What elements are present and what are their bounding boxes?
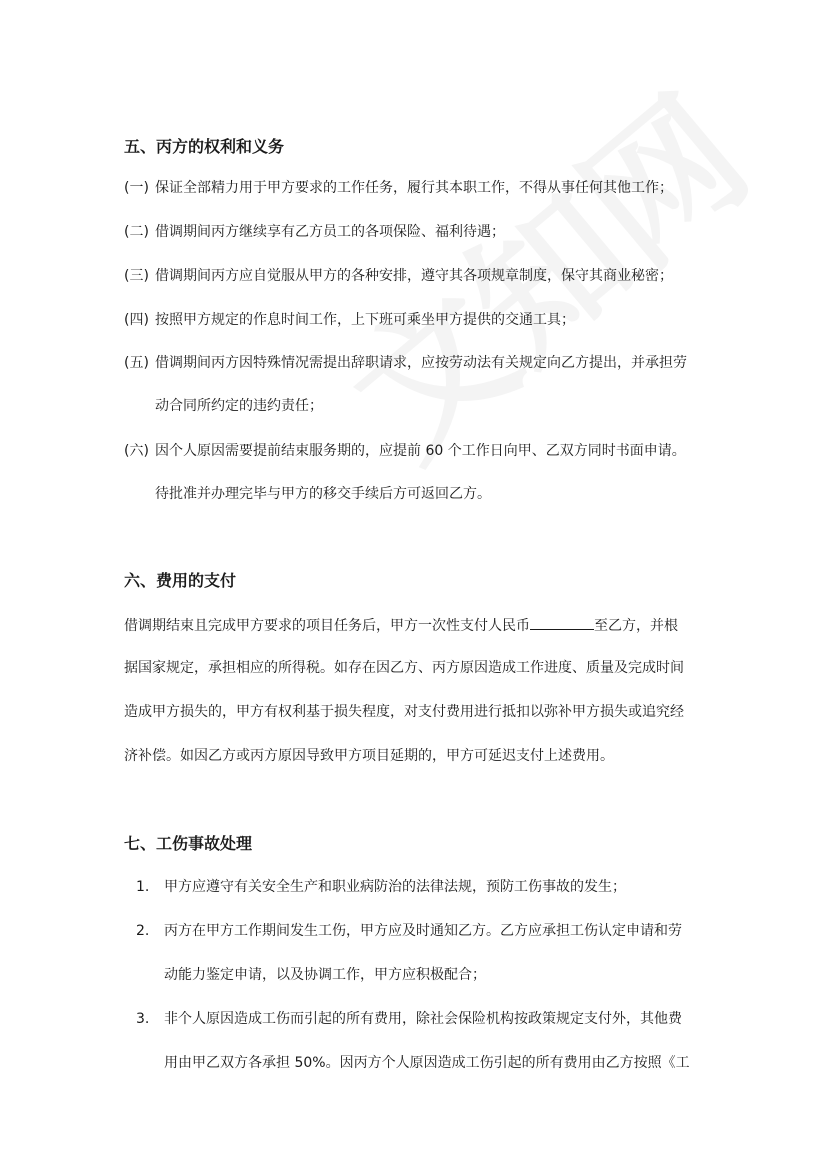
list-item-text-continued: 用由甲乙双方各承担 50%。因丙方个人原因造成工伤引起的所有费用由乙方按照《工 — [164, 1055, 690, 1071]
section-5-title: 五、丙方的权利和义务 — [124, 137, 285, 156]
payment-text-before-blank: 借调期结束且完成甲方要求的项目任务后，甲方一次性支付人民币 — [124, 618, 530, 634]
payment-text-after-blank: 至乙方，并根 — [594, 618, 678, 634]
list-item-text: 甲方应遵守有关安全生产和职业病防治的法律法规，预防工伤事故的发生； — [164, 879, 626, 895]
item-marker: (六) — [124, 443, 149, 459]
item-text-continued: 待批准并办理完毕与甲方的移交手续后方可返回乙方。 — [155, 486, 491, 502]
item-text: 借调期间丙方应自觉服从甲方的各种安排，遵守其各项规章制度，保守其商业秘密； — [155, 268, 673, 284]
list-number: 3. — [136, 1011, 150, 1027]
item-text: 借调期间丙方继续享有乙方员工的各项保险、福利待遇； — [155, 224, 505, 240]
item-text: 借调期间丙方因特殊情况需提出辞职请求，应按劳动法有关规定向乙方提出，并承担劳 — [155, 355, 687, 371]
list-item-text-continued: 动能力鉴定申请，以及协调工作，甲方应积极配合； — [164, 967, 486, 983]
payment-paragraph-line — [124, 614, 678, 636]
item-text-continued: 动合同所约定的违约责任； — [155, 398, 323, 414]
item-marker: (三) — [124, 268, 149, 284]
item-marker: (一) — [124, 180, 149, 196]
list-item-text: 丙方在甲方工作期间发生工伤，甲方应及时通知乙方。乙方应承担工伤认定申请和劳 — [164, 923, 682, 939]
item-text: 按照甲方规定的作息时间工作，上下班可乘坐甲方提供的交通工具； — [155, 312, 575, 328]
section-7-title: 七、工伤事故处理 — [124, 834, 253, 853]
list-item-text: 非个人原因造成工伤而引起的所有费用，除社会保险机构按政策规定支付外，其他费 — [164, 1011, 682, 1027]
section-6-title: 六、费用的支付 — [124, 571, 237, 590]
item-marker: (二) — [124, 224, 149, 240]
payment-paragraph-line: 济补偿。如因乙方或丙方原因导致甲方项目延期的，甲方可延迟支付上述费用。 — [124, 748, 614, 764]
payment-paragraph-line: 造成甲方损失的，甲方有权利基于损失程度，对支付费用进行抵扣以弥补甲方损失或追究经 — [124, 704, 684, 720]
item-text: 保证全部精力用于甲方要求的工作任务，履行其本职工作，不得从事任何其他工作； — [155, 180, 673, 196]
payment-paragraph-line: 据国家规定，承担相应的所得税。如存在因乙方、丙方原因造成工作进度、质量及完成时间 — [124, 660, 684, 676]
amount-blank — [530, 614, 594, 630]
item-text: 因个人原因需要提前结束服务期的，应提前 60 个工作日向甲、乙双方同时书面申请。 — [155, 443, 686, 459]
list-number: 1. — [136, 879, 150, 895]
item-marker: (五) — [124, 355, 149, 371]
list-number: 2. — [136, 923, 150, 939]
item-marker: (四) — [124, 312, 149, 328]
